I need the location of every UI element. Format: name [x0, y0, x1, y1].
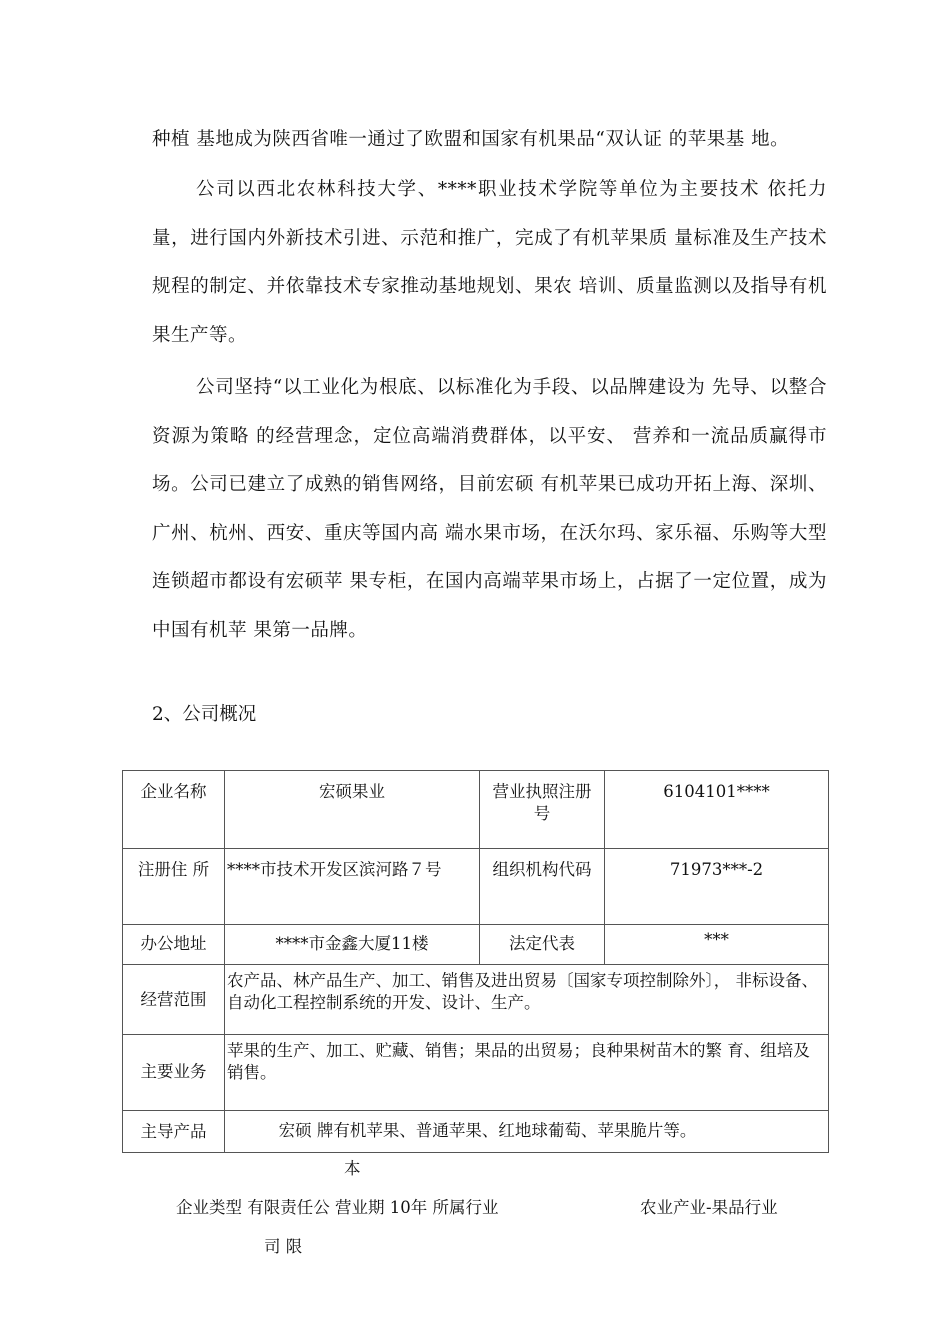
- reg-addr-value: ****市技术开发区滨河路７号: [227, 860, 442, 879]
- table-row: [123, 925, 829, 965]
- paragraph-2: 公司以西北农林科技大学、****职业技术学院等单位为主要技术 依托力量，进行国内外新技术引进、示范和推广，完成了有机苹果质 量标准及生产技术规程的制定、并依靠技术专家推动基地规划、果农 培训、质量监测以及指导有机果生产等。: [152, 179, 827, 346]
- table-cell: [605, 849, 829, 925]
- paragraph-3: 公司坚持“以工业化为根底、以标准化为手段、以品牌建设为 先导、以整合资源为策略 的经营理念，定位高端消费群体，以平安、 营养和一流品质赢得市场。公司已建立了成熟的销售网络，目前宏硕 有机苹果已成功开拓上海、深圳、广州、杭州、西安、重庆等国内高 端水果市场，在沃尔玛、家乐福、乐购等大型连锁超市都设有宏硕苹 果专柜，在国内高端苹果市场上，占据了一定位置，成为中国有机苹 果第一品牌。: [152, 377, 827, 641]
- industry-value: 农业产业-果品行业: [640, 1198, 778, 1217]
- org-code-label: 组织机构代码: [492, 860, 592, 879]
- table-cell: [225, 771, 480, 849]
- company-type-row: 企业类型 有限责任公 营业期 10年 所属行业: [176, 1198, 499, 1217]
- table-cell: [605, 771, 829, 849]
- extra-char: 本: [344, 1159, 361, 1178]
- table-row: [123, 965, 829, 1035]
- table-cell: [225, 1111, 829, 1153]
- office-label: 办公地址: [140, 934, 207, 953]
- table-cell: [123, 771, 225, 849]
- table-cell: [225, 925, 480, 965]
- table-cell: [123, 1111, 225, 1153]
- table-cell: [123, 849, 225, 925]
- license-value: 6104101****: [663, 782, 770, 801]
- paragraph-1: 种植 基地成为陕西省唯一通过了欧盟和国家有机果品“双认证 的苹果基 地。: [152, 129, 790, 150]
- table-cell: [480, 925, 605, 965]
- license-label: 营业执照注册号: [492, 782, 592, 823]
- business-label: 主要业务: [140, 1062, 207, 1081]
- legal-rep-value: ***: [704, 930, 729, 949]
- table-row: [123, 1111, 829, 1153]
- office-value: ****市金鑫大厦11楼: [275, 934, 429, 953]
- table-cell: [225, 1035, 829, 1111]
- scope-label: 经营范围: [140, 990, 207, 1009]
- table-cell: [123, 1035, 225, 1111]
- products-value: 宏硕 牌有机苹果、普通苹果、红地球葡萄、苹果脆片等。: [278, 1121, 697, 1140]
- org-code-value: 71973***-2: [669, 860, 764, 879]
- table-cell: [605, 925, 829, 965]
- table-row: [123, 849, 829, 925]
- products-label: 主导产品: [140, 1122, 207, 1141]
- table-cell: [225, 965, 829, 1035]
- legal-rep-label: 法定代表: [509, 934, 575, 953]
- table-row: [123, 771, 829, 849]
- table-row: [123, 1035, 829, 1111]
- company-info-table: [122, 770, 829, 1153]
- table-cell: [480, 771, 605, 849]
- company-type-continued: 司 限: [264, 1237, 303, 1256]
- table-cell: [225, 849, 480, 925]
- scope-value: 农产品、林产品生产、加工、销售及进出贸易〔国家专项控制除外〕， 非标设备、自动化工程控制系统的开发、设计、生产。: [227, 971, 818, 1012]
- business-value: 苹果的生产、加工、贮藏、销售；果品的出贸易；良种果树苗木的繁 育、组培及销售。: [227, 1041, 810, 1082]
- company-name-value: 宏硕果业: [319, 782, 385, 801]
- table-cell: [123, 965, 225, 1035]
- table-cell: [480, 849, 605, 925]
- company-name-label: 企业名称: [140, 782, 207, 801]
- table-cell: [123, 925, 225, 965]
- reg-addr-label: 注册住 所: [137, 860, 210, 879]
- section-heading: 2、公司概况: [152, 704, 257, 725]
